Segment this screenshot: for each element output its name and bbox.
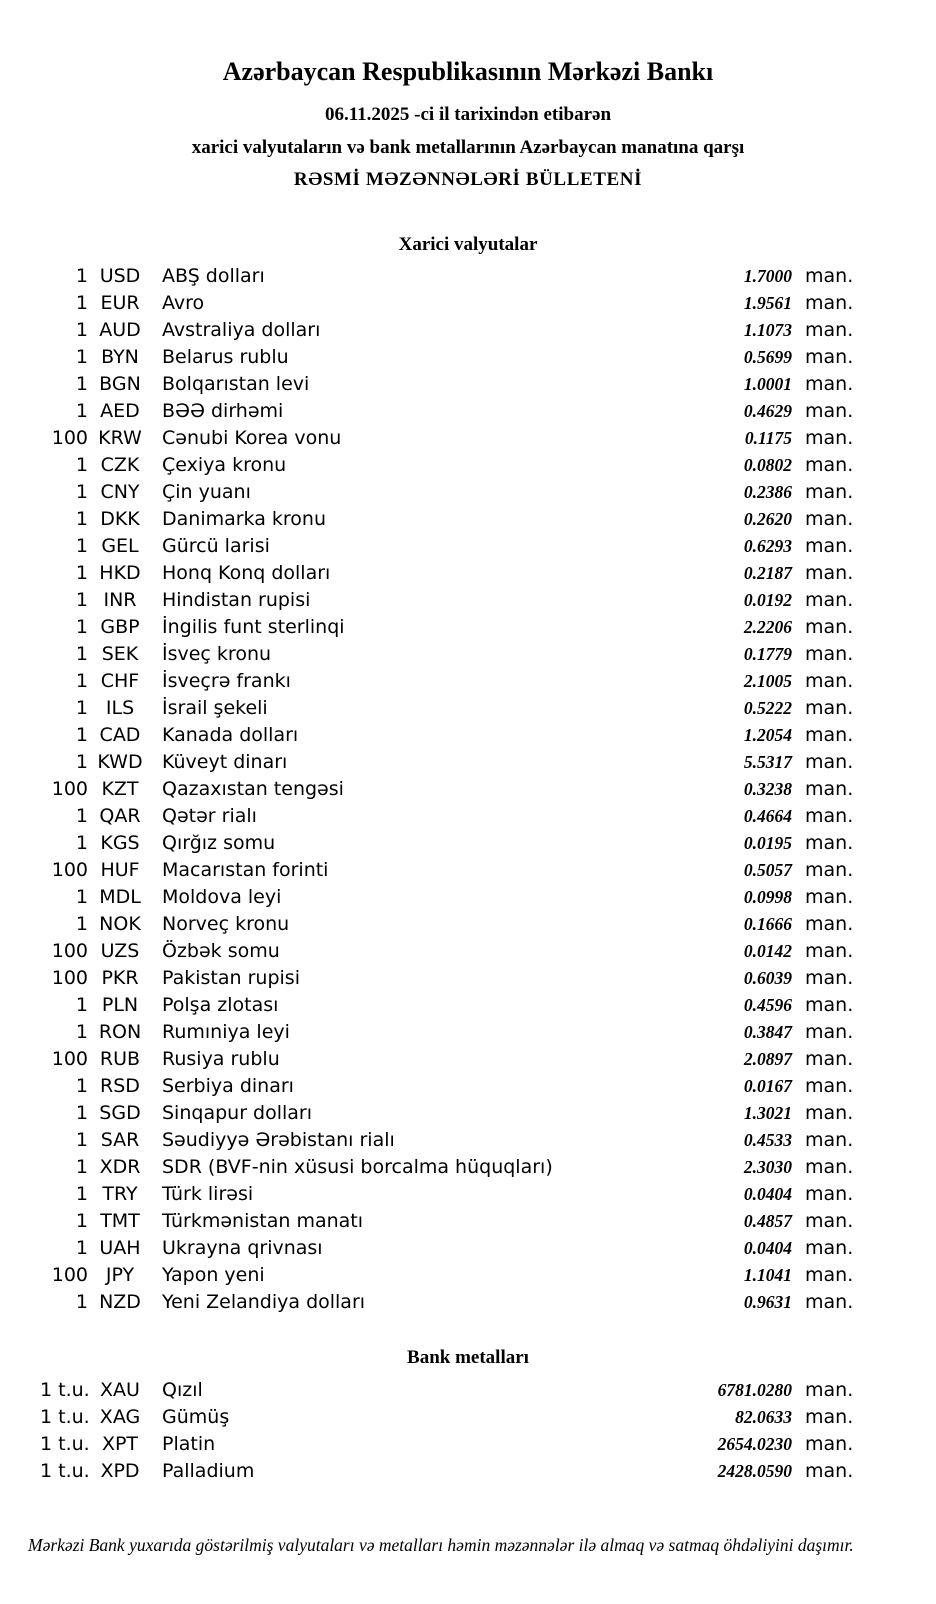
currency-rate: 1.7000 bbox=[743, 266, 792, 286]
currency-code: GBP bbox=[100, 616, 140, 638]
currency-unit: man. bbox=[805, 1021, 854, 1043]
currency-quantity: 1 bbox=[75, 994, 88, 1016]
currency-rate: 1.1073 bbox=[743, 320, 792, 340]
currency-quantity: 1 bbox=[75, 535, 88, 557]
currency-row bbox=[40, 263, 854, 290]
currency-quantity: 100 bbox=[51, 778, 88, 800]
currency-unit: man. bbox=[805, 670, 854, 692]
currency-row bbox=[40, 1154, 854, 1181]
currency-row bbox=[40, 614, 854, 641]
currency-rate: 0.2620 bbox=[743, 509, 792, 529]
currency-quantity: 100 bbox=[51, 427, 88, 449]
currency-code: KZT bbox=[101, 778, 139, 800]
currency-rate: 2.0897 bbox=[743, 1049, 792, 1069]
currency-unit: man. bbox=[805, 427, 854, 449]
currency-name: Rusiya rublu bbox=[162, 1048, 280, 1070]
currency-quantity: 1 bbox=[75, 589, 88, 611]
currency-unit: man. bbox=[805, 940, 854, 962]
currency-row bbox=[40, 1019, 854, 1046]
currency-rate: 2.1005 bbox=[743, 671, 792, 691]
currency-row bbox=[40, 668, 854, 695]
currency-code: UZS bbox=[100, 940, 140, 962]
currency-code: CZK bbox=[100, 454, 140, 476]
currency-unit: man. bbox=[805, 1210, 854, 1232]
currency-rate: 0.1175 bbox=[744, 428, 792, 448]
currency-unit: man. bbox=[805, 1264, 854, 1286]
currency-code: QAR bbox=[99, 805, 141, 827]
currency-rate: 0.1666 bbox=[743, 914, 792, 934]
currency-quantity: 1 bbox=[75, 319, 88, 341]
currency-name: Özbək somu bbox=[162, 940, 280, 962]
currency-code: PKR bbox=[101, 967, 139, 989]
currency-quantity: 1 bbox=[75, 265, 88, 287]
currency-name: İngilis funt sterlinqi bbox=[162, 616, 345, 638]
currency-quantity: 1 bbox=[75, 643, 88, 665]
currency-row bbox=[40, 452, 854, 479]
currency-name: Belarus rublu bbox=[162, 346, 289, 368]
currency-code: HKD bbox=[99, 562, 141, 584]
currency-quantity: 1 bbox=[75, 805, 88, 827]
metal-name: Palladium bbox=[162, 1460, 255, 1482]
currency-row bbox=[40, 479, 854, 506]
currency-quantity: 100 bbox=[51, 940, 88, 962]
currency-rate: 1.3021 bbox=[743, 1103, 792, 1123]
currency-row bbox=[40, 1100, 854, 1127]
currency-rate: 0.0195 bbox=[743, 833, 792, 853]
currency-quantity: 100 bbox=[51, 967, 88, 989]
currency-code: KWD bbox=[97, 751, 143, 773]
currency-code: NOK bbox=[99, 913, 141, 935]
currency-quantity: 1 bbox=[75, 400, 88, 422]
currency-row bbox=[40, 1181, 854, 1208]
currency-unit: man. bbox=[805, 400, 854, 422]
currency-unit: man. bbox=[805, 1237, 854, 1259]
currency-name: Yapon yeni bbox=[162, 1264, 265, 1286]
currency-quantity: 1 bbox=[75, 1156, 88, 1178]
currency-quantity: 100 bbox=[51, 859, 88, 881]
currency-rate: 0.5699 bbox=[743, 347, 792, 367]
currency-code: TMT bbox=[100, 1210, 140, 1232]
currency-row bbox=[40, 776, 854, 803]
currency-unit: man. bbox=[805, 454, 854, 476]
currency-rate: 0.4664 bbox=[743, 806, 792, 826]
metals-section-title: Bank metalları bbox=[407, 1347, 529, 1368]
currency-unit: man. bbox=[805, 994, 854, 1016]
currency-unit: man. bbox=[805, 913, 854, 935]
metal-name: Platin bbox=[162, 1433, 216, 1455]
currency-unit: man. bbox=[805, 886, 854, 908]
currency-code: MDL bbox=[99, 886, 141, 908]
currency-code: XDR bbox=[99, 1156, 141, 1178]
currency-name: Norveç kronu bbox=[162, 913, 290, 935]
currency-name: Qazaxıstan tengəsi bbox=[162, 778, 344, 800]
currency-unit: man. bbox=[805, 1156, 854, 1178]
currency-rate: 0.0998 bbox=[743, 887, 792, 907]
currency-row bbox=[40, 992, 854, 1019]
bank-name-title: Azərbaycan Respublikasının Mərkəzi Bankı bbox=[222, 57, 714, 86]
currency-name: Bolqarıstan levi bbox=[162, 373, 310, 395]
currency-code: TRY bbox=[102, 1183, 138, 1205]
currency-unit: man. bbox=[805, 481, 854, 503]
currency-row bbox=[40, 641, 854, 668]
currency-row bbox=[40, 1289, 854, 1316]
currency-row bbox=[40, 1046, 854, 1073]
currency-code: CAD bbox=[99, 724, 141, 746]
currency-quantity: 1 bbox=[75, 1291, 88, 1313]
currency-name: Türkmənistan manatı bbox=[162, 1210, 364, 1232]
currency-row bbox=[40, 560, 854, 587]
currency-row bbox=[40, 695, 854, 722]
currency-unit: man. bbox=[805, 346, 854, 368]
currency-code: JPY bbox=[105, 1264, 135, 1286]
metal-rate: 2428.0590 bbox=[717, 1461, 792, 1481]
currency-rate: 1.0001 bbox=[743, 374, 792, 394]
currency-name: Macarıstan forinti bbox=[162, 859, 329, 881]
currency-code: KRW bbox=[98, 427, 142, 449]
metal-unit: man. bbox=[805, 1460, 854, 1482]
currency-code: SGD bbox=[99, 1102, 141, 1124]
currency-row bbox=[40, 911, 854, 938]
currency-name: BƏƏ dirhəmi bbox=[162, 400, 284, 422]
currency-quantity: 1 bbox=[75, 724, 88, 746]
currency-rate: 1.9561 bbox=[743, 293, 792, 313]
currency-name: Qırğız somu bbox=[162, 832, 276, 854]
currency-unit: man. bbox=[805, 508, 854, 530]
currency-quantity: 1 bbox=[75, 562, 88, 584]
currency-name: Moldova leyi bbox=[162, 886, 282, 908]
currency-quantity: 1 bbox=[75, 832, 88, 854]
metal-unit: man. bbox=[805, 1433, 854, 1455]
currencies-table bbox=[0, 263, 936, 1316]
currency-row bbox=[40, 965, 854, 992]
currency-unit: man. bbox=[805, 778, 854, 800]
currency-name: Türk lirəsi bbox=[162, 1183, 254, 1205]
metal-code: XAU bbox=[100, 1379, 140, 1401]
currency-unit: man. bbox=[805, 1075, 854, 1097]
currency-code: HUF bbox=[100, 859, 140, 881]
currency-name: İsrail şekeli bbox=[162, 697, 268, 719]
currency-quantity: 1 bbox=[75, 292, 88, 314]
currency-name: Ukrayna qrivnası bbox=[162, 1237, 323, 1259]
bulletin-subtitle: xarici valyutaların və bank metallarının Azərbaycan manatına qarşı bbox=[191, 137, 745, 158]
metal-quantity: 1 t.u. bbox=[40, 1460, 90, 1482]
currency-code: USD bbox=[99, 265, 141, 287]
currency-row bbox=[40, 1208, 854, 1235]
currency-rate: 0.0167 bbox=[743, 1076, 792, 1096]
currency-quantity: 1 bbox=[75, 1237, 88, 1259]
currency-row bbox=[40, 317, 854, 344]
currency-rate: 0.4533 bbox=[743, 1130, 792, 1150]
currency-rate: 1.2054 bbox=[743, 725, 792, 745]
currency-row bbox=[40, 1262, 854, 1289]
currency-name: Kanada dolları bbox=[162, 724, 299, 746]
currency-unit: man. bbox=[805, 373, 854, 395]
currency-name: Cənubi Korea vonu bbox=[162, 427, 342, 449]
currency-code: RON bbox=[98, 1021, 142, 1043]
currency-unit: man. bbox=[805, 805, 854, 827]
currency-rate: 1.1041 bbox=[743, 1265, 792, 1285]
currency-name: Pakistan rupisi bbox=[162, 967, 300, 989]
currency-name: ABŞ dolları bbox=[162, 265, 265, 287]
currency-unit: man. bbox=[805, 292, 854, 314]
currency-quantity: 100 bbox=[51, 1048, 88, 1070]
currency-rate: 2.2206 bbox=[743, 617, 792, 637]
currency-unit: man. bbox=[805, 724, 854, 746]
currency-row bbox=[40, 587, 854, 614]
currency-rate: 0.2386 bbox=[743, 482, 792, 502]
currency-code: INR bbox=[103, 589, 137, 611]
currency-code: CNY bbox=[100, 481, 140, 503]
currency-quantity: 1 bbox=[75, 508, 88, 530]
currency-code: BGN bbox=[99, 373, 141, 395]
currency-quantity: 1 bbox=[75, 1021, 88, 1043]
currency-row bbox=[40, 425, 854, 452]
currency-unit: man. bbox=[805, 265, 854, 287]
currency-quantity: 1 bbox=[75, 886, 88, 908]
currency-code: NZD bbox=[99, 1291, 141, 1313]
currency-unit: man. bbox=[805, 643, 854, 665]
currency-quantity: 1 bbox=[75, 454, 88, 476]
currency-quantity: 1 bbox=[75, 751, 88, 773]
currency-rate: 0.0404 bbox=[743, 1238, 792, 1258]
metal-unit: man. bbox=[805, 1379, 854, 1401]
currency-code: DKK bbox=[100, 508, 140, 530]
currency-quantity: 1 bbox=[75, 346, 88, 368]
currency-rate: 0.5222 bbox=[743, 698, 792, 718]
currency-name: Küveyt dinarı bbox=[162, 751, 288, 773]
currency-row bbox=[40, 533, 854, 560]
currency-code: PLN bbox=[101, 994, 139, 1016]
currency-name: Çexiya kronu bbox=[162, 454, 287, 476]
currency-name: Yeni Zelandiya dolları bbox=[162, 1291, 366, 1313]
currency-rate: 0.9631 bbox=[743, 1292, 792, 1312]
currency-rate: 0.4857 bbox=[743, 1211, 792, 1231]
metal-code: XPT bbox=[101, 1433, 139, 1455]
currency-code: BYN bbox=[101, 346, 139, 368]
currency-code: KGS bbox=[100, 832, 140, 854]
currency-name: İsveç kronu bbox=[162, 643, 272, 665]
currency-quantity: 1 bbox=[75, 1210, 88, 1232]
metal-code: XAG bbox=[99, 1406, 141, 1428]
currency-rate: 0.4596 bbox=[743, 995, 792, 1015]
currency-unit: man. bbox=[805, 1183, 854, 1205]
currency-unit: man. bbox=[805, 697, 854, 719]
currency-name: Danimarka kronu bbox=[162, 508, 327, 530]
currency-name: Qətər rialı bbox=[162, 805, 257, 827]
currency-quantity: 1 bbox=[75, 1183, 88, 1205]
currency-rate: 0.0192 bbox=[743, 590, 792, 610]
currency-code: SEK bbox=[101, 643, 139, 665]
currency-rate: 0.5057 bbox=[743, 860, 792, 880]
currency-row bbox=[40, 1235, 854, 1262]
metal-unit: man. bbox=[805, 1406, 854, 1428]
currency-quantity: 100 bbox=[51, 1264, 88, 1286]
currency-unit: man. bbox=[805, 319, 854, 341]
currency-rate: 0.3847 bbox=[743, 1022, 792, 1042]
currency-code: SAR bbox=[100, 1129, 140, 1151]
currency-rate: 2.3030 bbox=[743, 1157, 792, 1177]
currency-row bbox=[40, 857, 854, 884]
currency-name: Gürcü larisi bbox=[162, 535, 270, 557]
metal-quantity: 1 t.u. bbox=[40, 1379, 90, 1401]
currency-name: Sinqapur dolları bbox=[162, 1102, 313, 1124]
currency-row bbox=[40, 1127, 854, 1154]
currency-rate: 0.0802 bbox=[743, 455, 792, 475]
currency-rate: 0.0142 bbox=[743, 941, 792, 961]
currency-row bbox=[40, 884, 854, 911]
metal-rate: 2654.0230 bbox=[717, 1434, 792, 1454]
currency-name: Rumıniya leyi bbox=[162, 1021, 290, 1043]
currency-code: EUR bbox=[100, 292, 140, 314]
currency-row bbox=[40, 398, 854, 425]
currency-quantity: 1 bbox=[75, 1102, 88, 1124]
currency-quantity: 1 bbox=[75, 616, 88, 638]
currency-unit: man. bbox=[805, 562, 854, 584]
metal-name: Gümüş bbox=[162, 1406, 230, 1428]
currency-rate: 0.6039 bbox=[743, 968, 792, 988]
metal-row bbox=[40, 1377, 854, 1404]
currency-row bbox=[40, 371, 854, 398]
disclaimer-note: Mərkəzi Bank yuxarıda göstərilmiş valyutaları və metalları həmin məzənnələr ilə almaq və satmaq öhdəliyini daşımır. bbox=[28, 1535, 854, 1555]
currency-name: Serbiya dinarı bbox=[162, 1075, 294, 1097]
currency-rate: 0.4629 bbox=[743, 401, 792, 421]
currency-name: Səudiyyə Ərəbistanı rialı bbox=[162, 1129, 395, 1151]
currency-quantity: 1 bbox=[75, 697, 88, 719]
currency-code: AED bbox=[100, 400, 140, 422]
currency-unit: man. bbox=[805, 859, 854, 881]
currency-quantity: 1 bbox=[75, 913, 88, 935]
currency-name: Avstraliya dolları bbox=[162, 319, 321, 341]
currency-row bbox=[40, 749, 854, 776]
currency-row bbox=[40, 1073, 854, 1100]
currency-quantity: 1 bbox=[75, 670, 88, 692]
currency-row bbox=[40, 803, 854, 830]
metal-row bbox=[40, 1404, 854, 1431]
metal-code: XPD bbox=[100, 1460, 140, 1482]
currency-row bbox=[40, 722, 854, 749]
currency-code: GEL bbox=[101, 535, 139, 557]
currency-rate: 0.2187 bbox=[743, 563, 792, 583]
currency-name: SDR (BVF-nin xüsusi borcalma hüquqları) bbox=[162, 1156, 553, 1178]
currency-rate: 0.0404 bbox=[743, 1184, 792, 1204]
currency-name: Çin yuanı bbox=[162, 481, 251, 503]
currency-unit: man. bbox=[805, 535, 854, 557]
currency-rate: 5.5317 bbox=[743, 752, 792, 772]
currency-unit: man. bbox=[805, 1291, 854, 1313]
currency-row bbox=[40, 290, 854, 317]
currency-quantity: 1 bbox=[75, 1129, 88, 1151]
currency-row bbox=[40, 506, 854, 533]
currency-unit: man. bbox=[805, 832, 854, 854]
currency-rate: 0.3238 bbox=[743, 779, 792, 799]
currency-name: İsveçrə frankı bbox=[162, 670, 291, 692]
metal-rate: 6781.0280 bbox=[717, 1380, 792, 1400]
currency-code: AUD bbox=[99, 319, 141, 341]
bulletin-title: RƏSMİ MƏZƏNNƏLƏRİ BÜLLETENİ bbox=[293, 169, 643, 190]
metal-name: Qızıl bbox=[162, 1379, 203, 1401]
currency-code: ILS bbox=[105, 697, 135, 719]
effective-date-line: 06.11.2025 -ci il tarixindən etibarən bbox=[324, 104, 612, 125]
currency-unit: man. bbox=[805, 751, 854, 773]
currency-rate: 0.6293 bbox=[743, 536, 792, 556]
currency-unit: man. bbox=[805, 616, 854, 638]
currency-code: RSD bbox=[100, 1075, 140, 1097]
currency-unit: man. bbox=[805, 967, 854, 989]
metal-quantity: 1 t.u. bbox=[40, 1406, 90, 1428]
currency-unit: man. bbox=[805, 1048, 854, 1070]
currency-name: Honq Konq dolları bbox=[162, 562, 331, 584]
currency-quantity: 1 bbox=[75, 1075, 88, 1097]
metal-rate: 82.0633 bbox=[735, 1407, 792, 1427]
metal-row bbox=[40, 1458, 854, 1485]
metals-table bbox=[0, 1377, 936, 1485]
currency-rate: 0.1779 bbox=[743, 644, 792, 664]
currency-name: Avro bbox=[162, 292, 205, 314]
currency-name: Hindistan rupisi bbox=[162, 589, 311, 611]
currencies-section-title: Xarici valyutalar bbox=[398, 234, 538, 255]
currency-code: UAH bbox=[99, 1237, 141, 1259]
metal-quantity: 1 t.u. bbox=[40, 1433, 90, 1455]
currency-row bbox=[40, 344, 854, 371]
currency-code: RUB bbox=[99, 1048, 141, 1070]
currency-unit: man. bbox=[805, 589, 854, 611]
currency-code: CHF bbox=[100, 670, 140, 692]
currency-quantity: 1 bbox=[75, 373, 88, 395]
currency-name: Polşa zlotası bbox=[162, 994, 279, 1016]
metal-row bbox=[40, 1431, 854, 1458]
currency-unit: man. bbox=[805, 1102, 854, 1124]
currency-unit: man. bbox=[805, 1129, 854, 1151]
currency-row bbox=[40, 938, 854, 965]
currency-quantity: 1 bbox=[75, 481, 88, 503]
currency-row bbox=[40, 830, 854, 857]
